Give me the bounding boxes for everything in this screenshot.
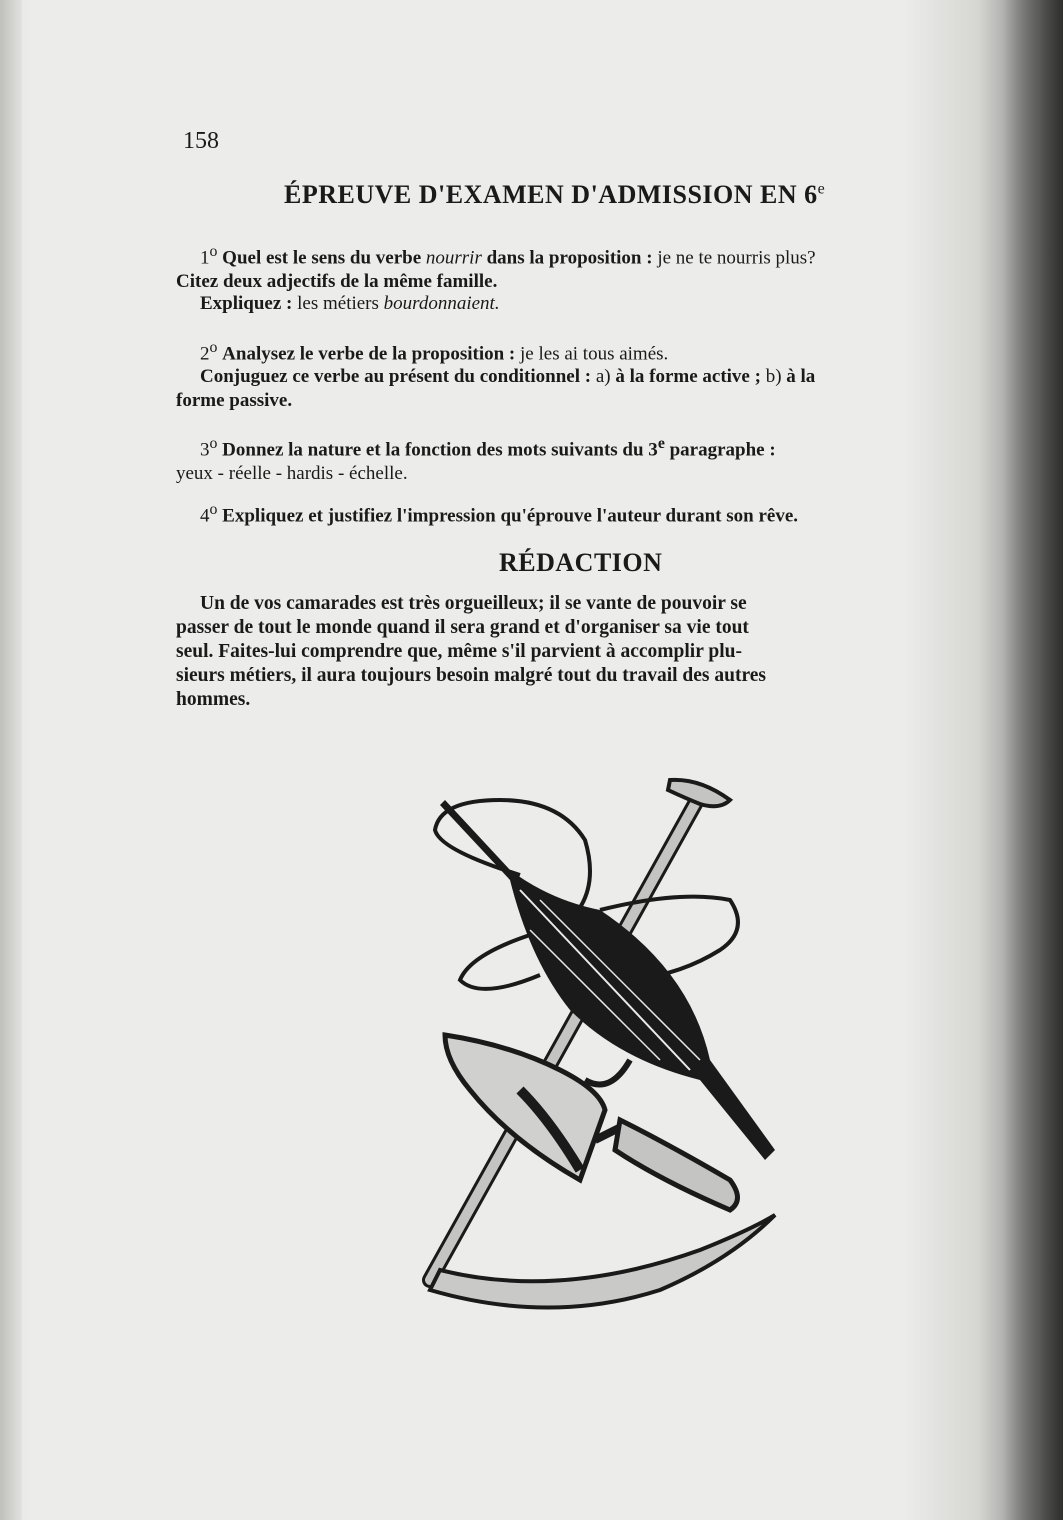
question-1-line-3	[176, 292, 988, 316]
question-4-bold-1: Expliquez et justifiez l'impression qu'éprouve l'auteur durant son rêve.	[222, 505, 798, 527]
question-2-bold-4: à la	[786, 366, 816, 387]
question-1-bold-2: dans la proposition :	[486, 247, 653, 269]
question-3-superscript: e	[657, 435, 665, 452]
question-1-explain	[176, 292, 988, 316]
page-number: 158	[183, 128, 219, 154]
question-2-conjugate	[176, 365, 988, 413]
question-2-line-2	[176, 365, 988, 389]
redaction-line-1: Un de vos camarades est très orgueilleux; il se vante de pouvoir se	[200, 593, 747, 614]
question-3-line-1	[176, 432, 988, 462]
question-1-explain-label: Expliquez :	[200, 293, 293, 314]
redaction-line-4: sieurs métiers, il aura toujours besoin malgré tout du travail des autres	[176, 665, 767, 686]
question-1-line-2: Citez deux adjectifs de la même famille.	[176, 271, 498, 293]
question-2-number: 2	[200, 343, 210, 365]
question-3-bold-1: Donnez la nature et la fonction des mots suivants du 3	[222, 439, 658, 461]
redaction-subject	[176, 592, 991, 712]
question-2-line-3: forme passive.	[176, 390, 293, 411]
redaction-heading: RÉDACTION	[499, 548, 663, 577]
page-title	[284, 180, 825, 210]
question-1-plain-1: je ne te nourris plus?	[657, 247, 816, 269]
question-2	[176, 336, 988, 366]
question-4-line-1	[176, 498, 988, 528]
question-2-bold-1: Analysez le verbe de la proposition :	[222, 343, 516, 365]
question-3-degree: o	[209, 435, 218, 452]
question-3	[176, 432, 988, 486]
question-3-number: 3	[200, 439, 210, 461]
question-2-bold-2: Conjuguez ce verbe au présent du conditionnel :	[200, 366, 592, 387]
question-4-number: 4	[200, 505, 210, 527]
question-1-explain-italic: bourdonnaient.	[383, 293, 500, 314]
question-2-plain-1: je les ai tous aimés.	[520, 343, 669, 365]
question-4	[176, 498, 988, 528]
question-1	[176, 240, 988, 294]
redaction-line-3: seul. Faites-lui comprendre que, même s'il parvient à accomplir plu-	[176, 641, 743, 662]
question-1-number: 1	[200, 247, 210, 269]
tools-illustration	[400, 760, 790, 1320]
question-2-degree: o	[209, 339, 218, 356]
question-1-italic-1: nourrir	[425, 247, 482, 269]
page-gutter-shadow	[1003, 0, 1063, 1520]
title-superscript: e	[817, 180, 826, 198]
question-3-bold-2: paragraphe :	[669, 439, 776, 461]
question-2-plain-a: a)	[595, 366, 611, 387]
question-3-line-2: yeux - réelle - hardis - échelle.	[176, 463, 408, 485]
question-2-bold-3: à la forme active ;	[615, 366, 761, 387]
question-1-explain-plain: les métiers	[297, 293, 379, 314]
question-2-plain-b: b)	[765, 366, 782, 387]
question-4-degree: o	[209, 501, 218, 518]
redaction-line-5: hommes.	[176, 689, 251, 710]
title-text: ÉPREUVE D'EXAMEN D'ADMISSION EN 6	[284, 180, 818, 209]
page-left-edge	[0, 0, 22, 1520]
redaction-line-2: passer de tout le monde quand il sera grand et d'organiser sa vie tout	[176, 617, 749, 638]
question-1-bold-1: Quel est le sens du verbe	[222, 247, 422, 269]
question-1-degree: o	[209, 243, 218, 260]
question-1-line-1	[176, 240, 988, 270]
question-2-line-1	[176, 336, 988, 366]
